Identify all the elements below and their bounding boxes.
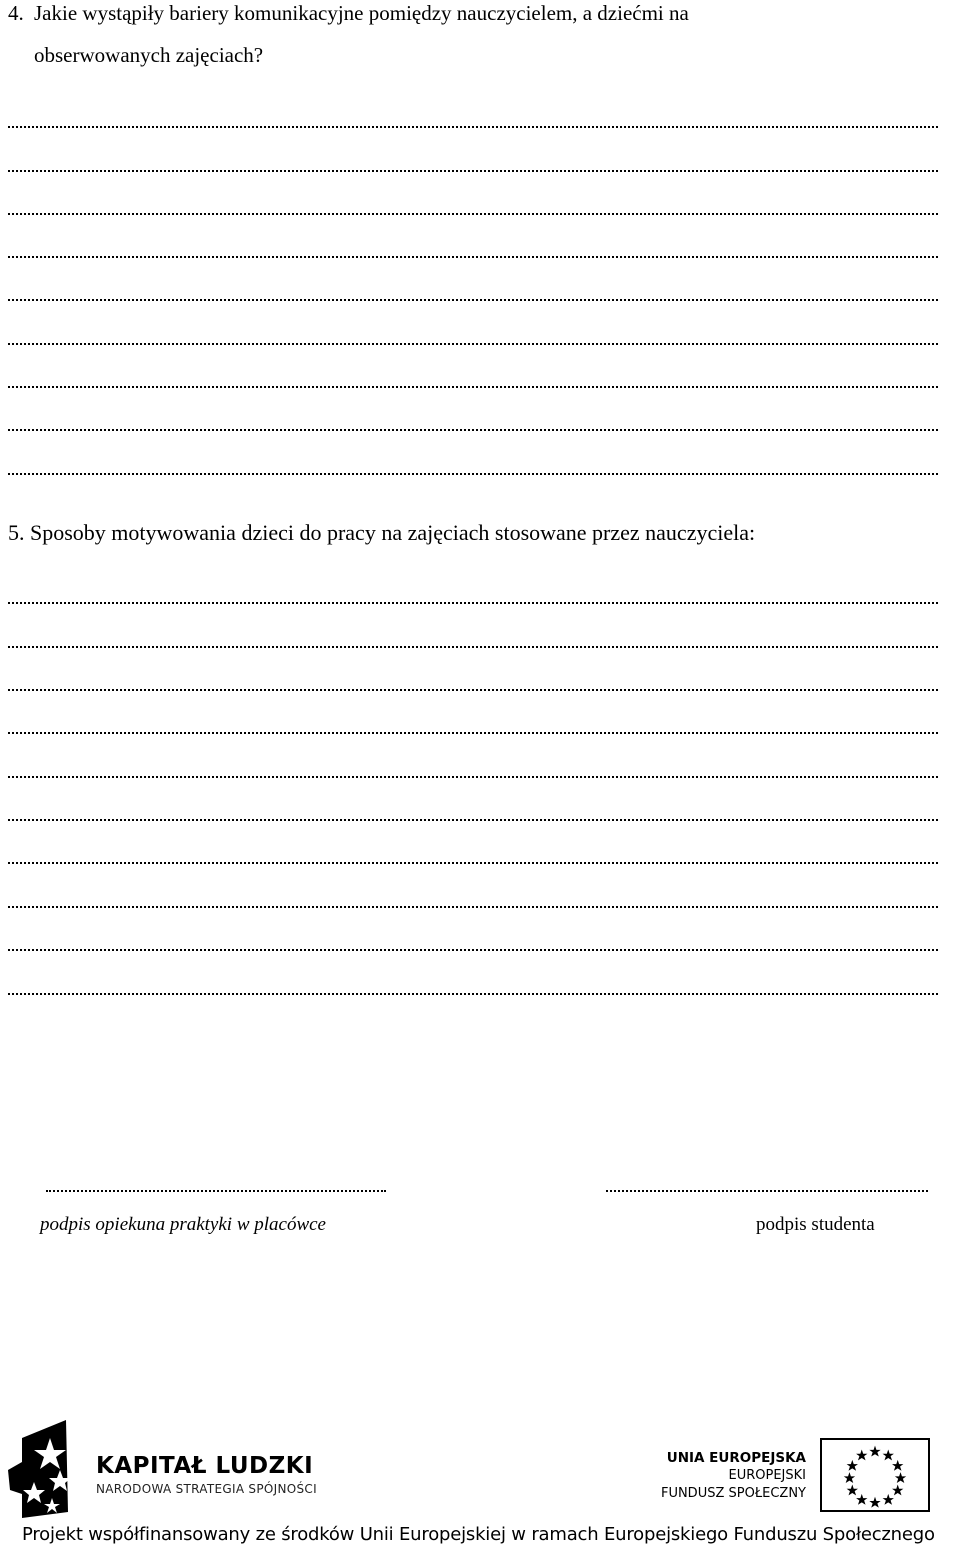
answer-line[interactable] [8, 299, 938, 301]
kapital-ludzki-subtitle: NARODOWA STRATEGIA SPÓJNOŚCI [96, 1482, 317, 1496]
answer-line[interactable] [8, 819, 938, 821]
answer-line[interactable] [8, 170, 938, 172]
answer-line[interactable] [8, 256, 938, 258]
kapital-ludzki-title: KAPITAŁ LUDZKI [96, 1453, 314, 1479]
answer-line[interactable] [8, 429, 938, 431]
signature-label-supervisor: podpis opiekuna praktyki w placówce [40, 1214, 326, 1235]
eu-flag-icon [820, 1438, 930, 1512]
question-4 [8, 0, 960, 76]
eu-line-3: FUNDUSZ SPOŁECZNY [660, 1486, 806, 1501]
eu-line-1: UNIA EUROPEJSKA [666, 1450, 806, 1466]
question-5: 5. Sposoby motywowania dzieci do pracy na zajęciach stosowane przez nauczyciela: [8, 520, 756, 545]
answer-line[interactable] [8, 602, 938, 604]
eu-line-2: EUROPEJSKI [728, 1468, 806, 1483]
question-4-line-2: obserwowanych zajęciach? [34, 43, 264, 67]
eu-text-block [661, 1449, 806, 1503]
signature-line-student[interactable] [606, 1190, 928, 1192]
kapital-ludzki-logo-icon [8, 1420, 74, 1518]
question-4-line-1: Jakie wystąpiły bariery komunikacyjne pomiędzy nauczycielem, a dziećmi na [34, 1, 689, 25]
answer-line[interactable] [8, 646, 938, 648]
answer-line[interactable] [8, 732, 938, 734]
answer-line[interactable] [8, 386, 938, 388]
answer-line[interactable] [8, 343, 938, 345]
answer-line[interactable] [8, 949, 938, 951]
answer-line[interactable] [8, 776, 938, 778]
answer-line[interactable] [8, 906, 938, 908]
project-cofinancing-line: Projekt współfinansowany ze środków Unii Europejskiej w ramach Europejskiego Funduszu Społecznego [22, 1524, 935, 1545]
signature-line-supervisor[interactable] [46, 1190, 386, 1192]
signature-label-student: podpis studenta [756, 1214, 875, 1235]
answer-line[interactable] [8, 993, 938, 995]
answer-line[interactable] [8, 213, 938, 215]
answer-line[interactable] [8, 126, 938, 128]
question-4-number: 4. [8, 1, 24, 25]
answer-line[interactable] [8, 862, 938, 864]
answer-line[interactable] [8, 473, 938, 475]
answer-line[interactable] [8, 689, 938, 691]
